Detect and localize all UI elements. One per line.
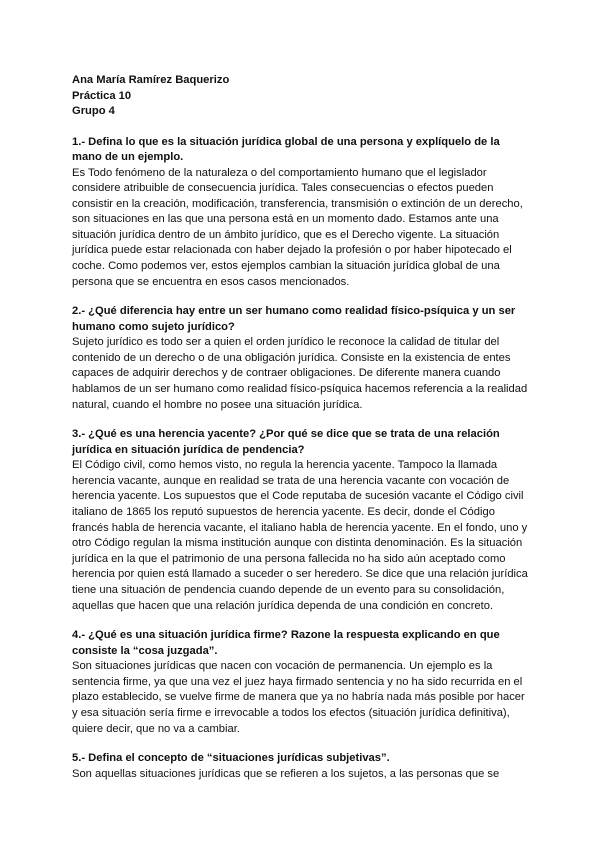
answer-5: Son aquellas situaciones jurídicas que se refieren a los sujetos, a las personas que se [72, 767, 500, 780]
answer-2: Sujeto jurídico es todo ser a quien el orden jurídico le reconoce la calidad de titular del contenido de un derecho o de una obligación jurídica. Consiste en la existencia de entes capaces de adquirir derechos y de contraer obligaciones. De diferente manera cuando hablamos de un ser humano como realidad físico-psíquica hacemos referencia a la realidad natural, cuando el hombre no posee una situación jurídica. [72, 336, 528, 411]
question-4: 4.- ¿Qué es una situación jurídica firme? Razone la respuesta explicando en que consiste la “cosa juzgada”. [72, 629, 500, 657]
question-5: 5.- Defina el concepto de “situaciones jurídicas subjetivas”. [72, 752, 390, 765]
question-2: 2.- ¿Qué diferencia hay entre un ser humano como realidad físico-psíquica y un ser humano como sujeto jurídico? [72, 305, 516, 333]
section-2 [72, 304, 532, 413]
section-5 [72, 751, 532, 782]
practice-number: Práctica 10 [72, 89, 132, 102]
question-1: 1.- Defina lo que es la situación jurídica global de una persona y explíquelo de la mano de un ejemplo. [72, 135, 500, 163]
author-name: Ana María Ramírez Baquerizo [72, 74, 230, 86]
answer-1: Es Todo fenómeno de la naturaleza o del comportamiento humano que el legislador considere atribuible de consecuencia jurídica. Tales consecuencias o efectos pueden consistir en la creación, modificación, transferencia, transmisión o extinción de un derecho, son situaciones en las que una persona está en un momento dado. Estamos ante una situación jurídica dentro de un ámbito jurídico, que es el Derecho vigente. La situación jurídica puede estar relacionada con haber dejado la profesión o por haber hipotecado el coche. Como podemos ver, estos ejemplos cambian la situación jurídica global de una persona que se encuentra en esos casos mencionados. [72, 166, 523, 288]
section-1 [72, 135, 532, 291]
document-header [72, 73, 532, 120]
group-number: Grupo 4 [72, 105, 115, 117]
answer-3: El Código civil, como hemos visto, no regula la herencia yacente. Tampoco la llamada herencia vacante, aunque en realidad se trata de una herencia vacante con vocación de herencia yacente. Los supuestos que el Code reputaba de sucesión vacante el Código civil italiano de 1865 los reputó supuestos de herencia yacente. Es decir, donde el Código francés habla de herencia vacante, el italiano habla de herencia yacente. En el fondo, uno y otro Código regulan la misma institución aunque con distinta denominación. Es la situación jurídica en la que el patrimonio de una persona fallecida no ha sido aún aceptado como herencia por quien está llamado a suceder o ser heredero. Se dice que una relación jurídica tiene una situación de pendencia cuando depende de un evento para su consolidación, aquellas que hacen que una relación jurídica dependa de una condición en concreto. [72, 459, 528, 612]
answer-4: Son situaciones jurídicas que nacen con vocación de permanencia. Un ejemplo es la sentencia firme, ya que una vez el juez haya firmado sentencia y no ha sido recurrida en el plazo establecido, se vuelve firme de manera que ya no habría nada más posible por hacer y esa situación sería firme e irrevocable a todos los efectos (situación jurídica definitiva), quiere decir, que no va a cambiar. [72, 660, 525, 735]
section-3 [72, 427, 532, 614]
question-3: 3.- ¿Qué es una herencia yacente? ¿Por qué se dice que se trata de una relación jurídica en situación jurídica de pendencia? [72, 428, 500, 456]
section-4 [72, 628, 532, 737]
